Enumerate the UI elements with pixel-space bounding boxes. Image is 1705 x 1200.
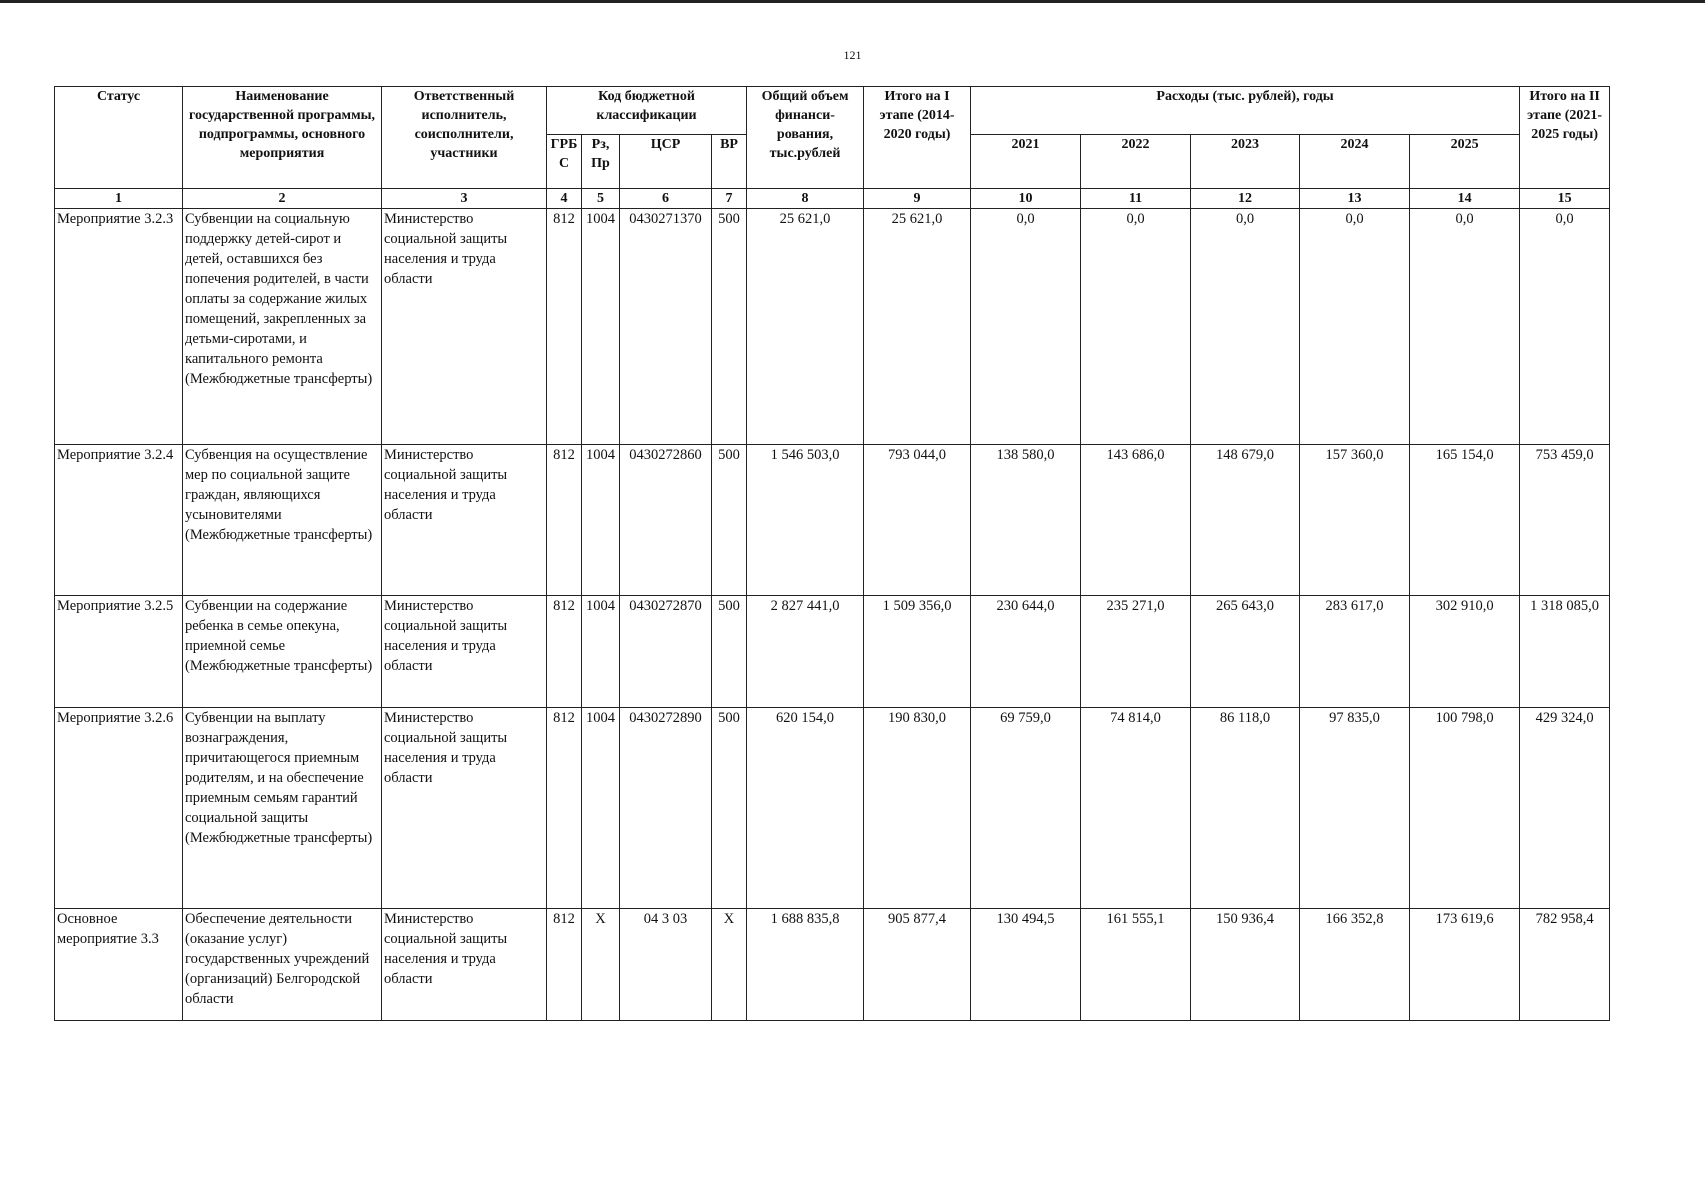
- cell-stage2: 1 318 085,0: [1520, 596, 1610, 708]
- cell-2025: 165 154,0: [1410, 445, 1520, 596]
- cell-rz-pr: 1004: [582, 708, 620, 909]
- cell-total: 25 621,0: [747, 209, 864, 445]
- column-number: 9: [864, 189, 971, 209]
- cell-2021: 138 580,0: [971, 445, 1081, 596]
- cell-vr: 500: [712, 209, 747, 445]
- cell-2021: 230 644,0: [971, 596, 1081, 708]
- cell-vr: 500: [712, 596, 747, 708]
- table-row: [55, 596, 1610, 708]
- cell-vr: Х: [712, 909, 747, 1021]
- cell-2022: 0,0: [1081, 209, 1191, 445]
- cell-2025: 100 798,0: [1410, 708, 1520, 909]
- column-number: 12: [1191, 189, 1300, 209]
- cell-stage1: 793 044,0: [864, 445, 971, 596]
- cell-name: Обеспечение деятельности (оказание услуг) государственных учреждений (организаций) Белгородской области: [183, 909, 382, 1021]
- cell-name: Субвенция на осуществление мер по социальной защите граждан, являющихся усыновителями (Межбюджетные трансферты): [183, 445, 382, 596]
- cell-executor: Министерство социальной защиты населения и труда области: [382, 445, 547, 596]
- header-year-2024: 2024: [1300, 135, 1410, 189]
- header-year-2025: 2025: [1410, 135, 1520, 189]
- cell-total: 1 688 835,8: [747, 909, 864, 1021]
- cell-status: Мероприятие 3.2.4: [55, 445, 183, 596]
- header-grbs: ГРБ С: [547, 135, 582, 189]
- cell-stage2: 753 459,0: [1520, 445, 1610, 596]
- cell-2023: 86 118,0: [1191, 708, 1300, 909]
- cell-total: 2 827 441,0: [747, 596, 864, 708]
- cell-executor: Министерство социальной защиты населения и труда области: [382, 909, 547, 1021]
- cell-2023: 265 643,0: [1191, 596, 1300, 708]
- header-vr: ВР: [712, 135, 747, 189]
- cell-2024: 283 617,0: [1300, 596, 1410, 708]
- page-number: 121: [843, 48, 862, 62]
- header-year-2022: 2022: [1081, 135, 1191, 189]
- table-row: [55, 909, 1610, 1021]
- cell-name: Субвенции на выплату вознаграждения, причитающегося приемным родителям, и на обеспечение приемным семьям гарантий социальной защиты (Межбюджетные трансферты): [183, 708, 382, 909]
- cell-2023: 148 679,0: [1191, 445, 1300, 596]
- cell-2025: 173 619,6: [1410, 909, 1520, 1021]
- cell-status: Мероприятие 3.2.5: [55, 596, 183, 708]
- header-stage2-total: Итого на II этапе (2021-2025 годы): [1520, 87, 1610, 189]
- cell-2022: 143 686,0: [1081, 445, 1191, 596]
- column-number: 2: [183, 189, 382, 209]
- cell-rz-pr: 1004: [582, 596, 620, 708]
- table-header: [55, 87, 1610, 209]
- cell-grbs: 812: [547, 445, 582, 596]
- cell-grbs: 812: [547, 708, 582, 909]
- column-number: 8: [747, 189, 864, 209]
- cell-2022: 74 814,0: [1081, 708, 1191, 909]
- header-name: Наименование государственной программы, подпрограммы, основного мероприятия: [183, 87, 382, 189]
- cell-csr: 0430272860: [620, 445, 712, 596]
- cell-executor: Министерство социальной защиты населения и труда области: [382, 596, 547, 708]
- cell-name: Субвенции на социальную поддержку детей-сирот и детей, оставшихся без попечения родителей, в части оплаты за содержание жилых помещений, закрепленных за детьми-сиротами, и капитального ремонта (Межбюджетные трансферты): [183, 209, 382, 445]
- cell-rz-pr: 1004: [582, 445, 620, 596]
- header-executor: Ответственный исполнитель, соисполнители, участники: [382, 87, 547, 189]
- table-row: [55, 708, 1610, 909]
- column-number: 11: [1081, 189, 1191, 209]
- cell-stage1: 1 509 356,0: [864, 596, 971, 708]
- table-row: [55, 445, 1610, 596]
- cell-csr: 0430272870: [620, 596, 712, 708]
- table-body: [55, 209, 1610, 1021]
- cell-stage1: 25 621,0: [864, 209, 971, 445]
- cell-vr: 500: [712, 708, 747, 909]
- cell-stage2: 429 324,0: [1520, 708, 1610, 909]
- header-csr: ЦСР: [620, 135, 712, 189]
- cell-status: Мероприятие 3.2.3: [55, 209, 183, 445]
- cell-executor: Министерство социальной защиты населения и труда области: [382, 209, 547, 445]
- header-stage1-total: Итого на I этапе (2014-2020 годы): [864, 87, 971, 189]
- column-number: 14: [1410, 189, 1520, 209]
- cell-2023: 150 936,4: [1191, 909, 1300, 1021]
- cell-csr: 0430272890: [620, 708, 712, 909]
- column-number: 10: [971, 189, 1081, 209]
- table-row: [55, 209, 1610, 445]
- cell-grbs: 812: [547, 909, 582, 1021]
- cell-2024: 97 835,0: [1300, 708, 1410, 909]
- header-rz-pr: Рз, Пр: [582, 135, 620, 189]
- cell-stage1: 905 877,4: [864, 909, 971, 1021]
- column-number: 6: [620, 189, 712, 209]
- cell-stage1: 190 830,0: [864, 708, 971, 909]
- header-budget-code: Код бюджетной классификации: [547, 87, 747, 135]
- cell-2023: 0,0: [1191, 209, 1300, 445]
- cell-vr: 500: [712, 445, 747, 596]
- cell-grbs: 812: [547, 596, 582, 708]
- header-year-2021: 2021: [971, 135, 1081, 189]
- column-number: 5: [582, 189, 620, 209]
- cell-grbs: 812: [547, 209, 582, 445]
- cell-csr: 04 3 03: [620, 909, 712, 1021]
- budget-table: [54, 86, 1610, 1021]
- cell-status: Основное мероприятие 3.3: [55, 909, 183, 1021]
- cell-executor: Министерство социальной защиты населения и труда области: [382, 708, 547, 909]
- cell-total: 620 154,0: [747, 708, 864, 909]
- cell-2024: 157 360,0: [1300, 445, 1410, 596]
- cell-stage2: 782 958,4: [1520, 909, 1610, 1021]
- header-status: Статус: [55, 87, 183, 189]
- cell-2021: 69 759,0: [971, 708, 1081, 909]
- column-number: 15: [1520, 189, 1610, 209]
- cell-rz-pr: Х: [582, 909, 620, 1021]
- header-total-volume: Общий объем финанси- рования, тыс.рублей: [747, 87, 864, 189]
- cell-2021: 130 494,5: [971, 909, 1081, 1021]
- cell-status: Мероприятие 3.2.6: [55, 708, 183, 909]
- header-expenses: Расходы (тыс. рублей), годы: [971, 87, 1520, 135]
- cell-2024: 0,0: [1300, 209, 1410, 445]
- header-year-2023: 2023: [1191, 135, 1300, 189]
- cell-rz-pr: 1004: [582, 209, 620, 445]
- cell-csr: 0430271370: [620, 209, 712, 445]
- cell-name: Субвенции на содержание ребенка в семье опекуна, приемной семье (Межбюджетные трансферты): [183, 596, 382, 708]
- column-number: 1: [55, 189, 183, 209]
- column-number-row: [55, 189, 1610, 209]
- cell-2022: 161 555,1: [1081, 909, 1191, 1021]
- column-number: 4: [547, 189, 582, 209]
- column-number: 7: [712, 189, 747, 209]
- cell-2024: 166 352,8: [1300, 909, 1410, 1021]
- cell-2022: 235 271,0: [1081, 596, 1191, 708]
- cell-2021: 0,0: [971, 209, 1081, 445]
- cell-2025: 302 910,0: [1410, 596, 1520, 708]
- cell-total: 1 546 503,0: [747, 445, 864, 596]
- column-number: 3: [382, 189, 547, 209]
- page-top-edge: [0, 0, 1705, 3]
- column-number: 13: [1300, 189, 1410, 209]
- cell-stage2: 0,0: [1520, 209, 1610, 445]
- cell-2025: 0,0: [1410, 209, 1520, 445]
